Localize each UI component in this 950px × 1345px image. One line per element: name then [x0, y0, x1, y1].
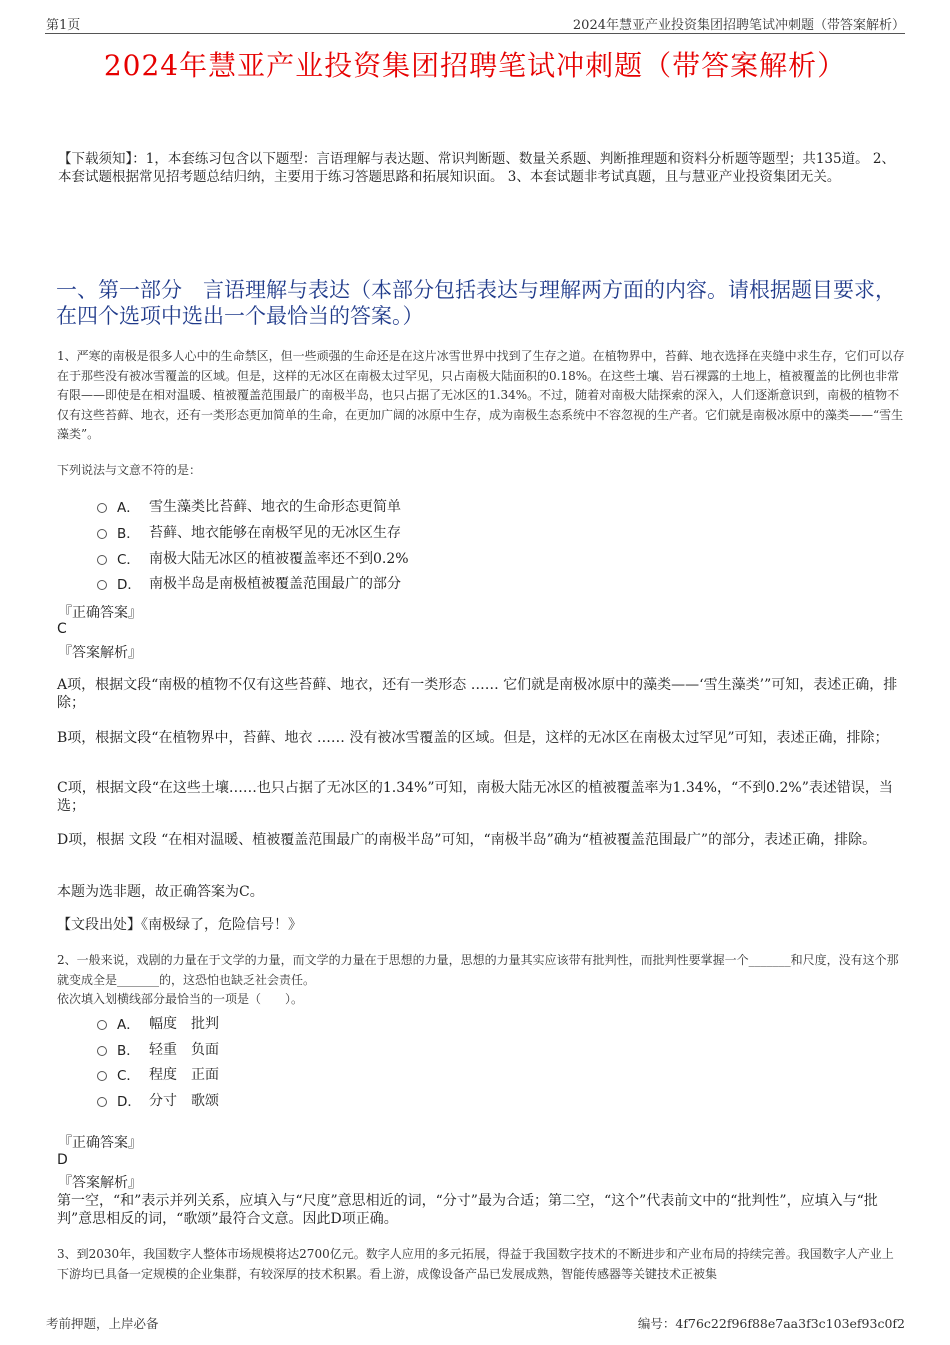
- page-title: 2024年慧亚产业投资集团招聘笔试冲刺题（带答案解析）: [103, 49, 847, 82]
- question-2-stem: 2、一般来说，戏剧的力量在于文学的力量，而文学的力量在于思想的力量，思想的力量其实应该带有批判性，而批判性要掌握一个_______和尺度，没有这个那就变成全是_______的，这恐怕也缺乏社会责任。: [57, 953, 899, 987]
- q1-option-c[interactable]: C． 南极大陆无冰区的植被覆盖率还不到0.2%: [97, 548, 409, 568]
- footer-slogan: 考前押题，上岸必备: [46, 1316, 159, 1331]
- q2-option-c[interactable]: C． 程度 正面: [97, 1064, 219, 1084]
- radio-icon[interactable]: [97, 1071, 107, 1081]
- q2-analysis: 第一空，“和”表示并列关系，应填入与“尺度”意思相近的词，“分寸”最为合适；第二空，“这个”代表前文中的“批判性”，应填入与“批判”意思相反的词，“歌颂”最符合文意。因此D项正确。: [57, 1193, 878, 1227]
- q2-analysis-label: 『答案解析』: [58, 1175, 142, 1191]
- q1-analysis-b: B项，根据文段“在植物界中，苔藓、地衣 …… 没有被冰雪覆盖的区域。但是，这样的无冰区在南极太过罕见”可知，表述正确，排除；: [57, 730, 889, 746]
- q1-option-a[interactable]: A． 雪生藻类比苔藓、地衣的生命形态更简单: [97, 496, 401, 516]
- q1-analysis-label: 『答案解析』: [58, 645, 142, 661]
- q1-analysis-a: A项，根据文段“南极的植物不仅有这些苔藓、地衣，还有一类形态 …… 它们就是南极冰原中的藻类——‘雪生藻类’”可知，表述正确，排除；: [57, 677, 898, 711]
- question-2-prompt: 依次填入划横线部分最恰当的一项是（ ）。: [57, 992, 304, 1006]
- header-doc-title: 2024年慧亚产业投资集团招聘笔试冲刺题（带答案解析）: [572, 18, 905, 33]
- radio-icon[interactable]: [97, 580, 107, 590]
- q2-answer-label: 『正确答案』: [58, 1135, 142, 1151]
- header-divider: [45, 33, 905, 34]
- radio-icon[interactable]: [97, 1020, 107, 1030]
- radio-icon[interactable]: [97, 1097, 107, 1107]
- radio-icon[interactable]: [97, 529, 107, 539]
- radio-icon[interactable]: [97, 503, 107, 513]
- q2-option-a[interactable]: A． 幅度 批判: [97, 1013, 219, 1033]
- radio-icon[interactable]: [97, 1046, 107, 1056]
- question-1-stem: 1、严寒的南极是很多人心中的生命禁区，但一些顽强的生命还是在这片冰雪世界中找到了生存之道。在植物界中，苔藓、地衣选择在夹缝中求生存，它们可以存在于那些没有被冰雪覆盖的区域。但是，这样的无冰区在南极太过罕见，只占南极大陆面积的0.18%。在这些土壤、岩石裸露的土地上，植被覆盖的比例也非常有限——即使是在相对温暖、植被覆盖范围最广的南极半岛，也只占据了无冰区的1.34%。不过，随着对南极大陆探索的深入，人们逐渐意识到，南极的植物不仅有这些苔藓、地衣，还有一类形态更加简单的生命，在更加广阔的冰原中生存，成为南极生态系统中不容忽视的生产者。它们就是南极冰原中的藻类——“雪生藻类”。: [57, 349, 905, 441]
- q1-answer: C: [57, 621, 67, 637]
- q1-answer-label: 『正确答案』: [58, 605, 142, 621]
- footer-doc-id: 编号：4f76c22f96f88e7aa3f3c103ef93c0f2: [637, 1316, 905, 1331]
- download-notice: 【下载须知】：1，本套练习包含以下题型：言语理解与表达题、常识判断题、数量关系题、判断推理题和资料分析题等题型；共135道。 2、本套试题根据常见招考题总结归纳，主要用于练习答题思路和拓展知识面。 3、本套试题非考试真题，且与慧亚产业投资集团无关。: [58, 151, 895, 185]
- q1-analysis-d: D项，根据 文段 “在相对温暖、植被覆盖范围最广的南极半岛”可知，“南极半岛”确为“植被覆盖范围最广”的部分，表述正确，排除。: [57, 832, 877, 848]
- q2-option-b[interactable]: B． 轻重 负面: [97, 1039, 219, 1059]
- q1-option-d[interactable]: D． 南极半岛是南极植被覆盖范围最广的部分: [97, 573, 401, 593]
- q1-source: 【文段出处】《南极绿了，危险信号！》: [57, 917, 302, 933]
- page-number: 第1页: [46, 18, 81, 33]
- q1-option-b[interactable]: B． 苔藓、地衣能够在南极罕见的无冰区生存: [97, 522, 401, 542]
- q2-answer: D: [57, 1152, 68, 1168]
- section-heading: 一、第一部分 言语理解与表达（本部分包括表达与理解两方面的内容。请根据题目要求，在四个选项中选出一个最恰当的答案。）: [56, 278, 896, 328]
- radio-icon[interactable]: [97, 555, 107, 565]
- q1-analysis-c: C项，根据文段“在这些土壤……也只占据了无冰区的1.34%”可知，南极大陆无冰区的植被覆盖率为1.34%，“不到0.2%”表述错误，当选；: [57, 780, 893, 814]
- q1-conclusion: 本题为选非题，故正确答案为C。: [57, 884, 264, 900]
- q2-option-d[interactable]: D． 分寸 歌颂: [97, 1090, 219, 1110]
- question-3-stem: 3、到2030年，我国数字人整体市场规模将达2700亿元。数字人应用的多元拓展，得益于我国数字技术的不断进步和产业布局的持续完善。我国数字人产业上下游均已具备一定规模的企业集群，有较深厚的技术积累。看上游，成像设备产品已发展成熟，智能传感器等关键技术正被集: [57, 1247, 894, 1281]
- question-1-prompt: 下列说法与文意不符的是：: [57, 463, 202, 477]
